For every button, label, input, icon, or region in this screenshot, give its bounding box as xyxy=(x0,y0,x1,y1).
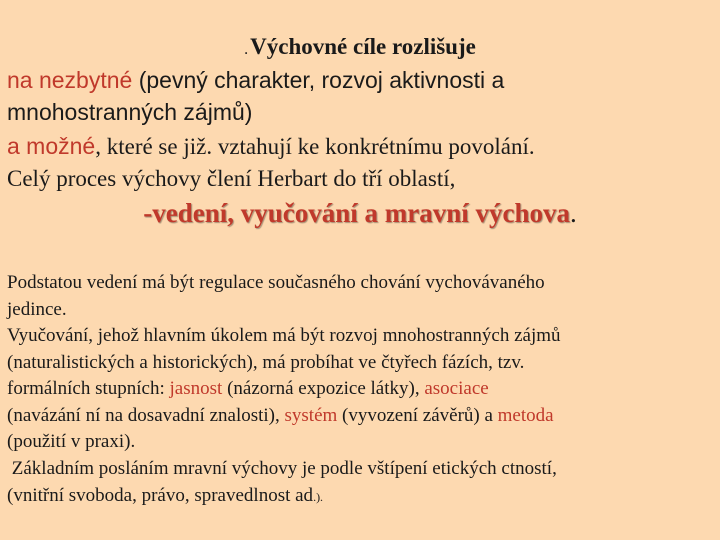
term-metoda: metoda xyxy=(497,405,554,426)
heading-dot: . xyxy=(244,41,249,58)
body-line-5-mid: (názorná expozice látky), xyxy=(222,378,425,399)
body-line-9-text: (vnitřní svoboda, právo, spravedlnost ad xyxy=(7,485,314,506)
emphasis-line xyxy=(0,198,720,229)
line-zajmy: mnohostranných zájmů) xyxy=(7,99,253,125)
emphasis-text: -vedení, vyučování a mravní výchova xyxy=(143,198,570,228)
body-line-8: Základním posláním mravní výchovy je podle vštípení etických ctností, xyxy=(7,458,557,479)
term-nezbytne: na nezbytné xyxy=(7,67,133,93)
heading-text: Výchovné cíle rozlišuje xyxy=(250,34,476,59)
body-line-6-pre: (navázání ní na dosavadní znalosti), xyxy=(7,405,285,426)
body-line-7: (použití v praxi). xyxy=(7,431,136,452)
body-line-6-mid: (vyvození závěrů) a xyxy=(337,405,498,426)
slide-heading xyxy=(0,34,720,60)
body-line-2: jedince. xyxy=(7,299,67,320)
body-line-9 xyxy=(7,483,715,511)
line-nezbytne xyxy=(7,64,712,97)
body-line-6 xyxy=(7,403,715,430)
term-jasnost: jasnost xyxy=(169,378,223,399)
body-line-1: Podstatou vedení má být regulace současného chování vychovávaného xyxy=(7,272,545,293)
line-nezbytne-rest: (pevný charakter, rozvoj aktivnosti a xyxy=(132,67,505,93)
body-line-5 xyxy=(7,376,715,403)
body-line-3: Vyučování, jehož hlavním úkolem má být rozvoj mnohostranných zájmů xyxy=(7,325,561,346)
term-mozne: a možné xyxy=(7,133,96,159)
body-line-5-pre: formálních stupních: xyxy=(7,378,170,399)
body-line-9-tail: .). xyxy=(313,490,324,504)
line-mozne-rest: , které se již. vztahují ke konkrétnímu povolání. xyxy=(95,134,535,159)
emphasis-period: . xyxy=(570,198,577,228)
term-asociace: asociace xyxy=(424,378,489,399)
term-system: systém xyxy=(284,405,338,426)
line-mozne xyxy=(7,130,712,163)
line-herbart: Celý proces výchovy člení Herbart do tří oblastí, xyxy=(7,166,456,191)
body-line-4: (naturalistických a historických), má probíhat ve čtyřech fázích, tzv. xyxy=(7,352,525,373)
